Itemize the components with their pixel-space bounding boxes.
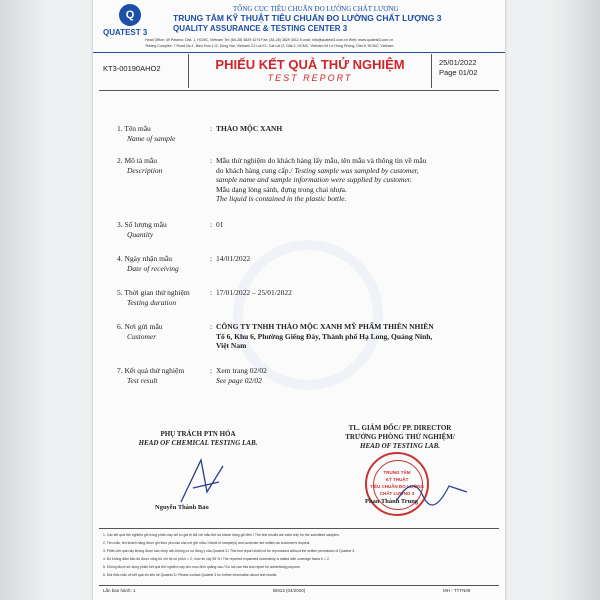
page-number: Page 01/02 [439, 68, 478, 77]
footer-doc-code: MH - TTTN09 [443, 588, 471, 593]
label-en: Date of receiving [127, 263, 179, 273]
test-report-page [93, 0, 505, 600]
customer-name: CÔNG TY TNHH THẢO MỘC XANH MỸ PHẨM THIÊN NHIÊN [216, 322, 434, 331]
label-vn: 3. Số lượng mẫu [117, 220, 167, 229]
customer-country: Việt Nam [216, 341, 247, 350]
footer-form-code: BM13 (04/2020) [273, 588, 306, 593]
stamp-text: KỸ THUẬT [385, 477, 409, 482]
left-title-en: HEAD OF CHEMICAL TESTING LAB. [138, 439, 258, 447]
colon: : [210, 220, 213, 229]
quantity-value: 01 [216, 220, 224, 229]
right-title-vn2: TRƯỞNG PHÒNG THỬ NGHIỆM/ [345, 433, 455, 441]
report-title-en: TEST REPORT [267, 73, 353, 83]
receiving-date-value: 14/01/2022 [216, 254, 251, 263]
label-vn: 6. Nơi gửi mẫu [117, 322, 163, 331]
colon: : [210, 254, 213, 263]
left-signature [173, 452, 233, 512]
test-result-vn: Xem trang 02/02 [216, 366, 267, 375]
right-title-en: HEAD OF TESTING LAB. [360, 442, 440, 450]
footnote: 4. Độ không đảm bảo đo được công bố với hệ số phủ k = 2, mức tin cậy 95 %./ The reported expanded uncertainty is stated with coverage factor k = 2. [103, 557, 330, 561]
description-value [216, 156, 496, 204]
right-signatory-title [305, 424, 495, 451]
center-name-en: QUALITY ASSURANCE & TESTING CENTER 3 [173, 24, 348, 33]
description-line: The liquid is contained in the plastic bottle. [216, 194, 347, 203]
label-en: Test result [127, 375, 158, 385]
divider [99, 90, 499, 91]
colon: : [210, 156, 213, 165]
footer-issue: Lần ban hành: 1 [103, 588, 136, 593]
report-title-box [188, 54, 432, 88]
test-result-en: See page 02/02 [216, 375, 262, 385]
label-vn: 2. Mô tả mẫu [117, 156, 157, 165]
customer-address: Tổ 6, Khu 6, Phường Giếng Đáy, Thành phố Hạ Long, Quảng Ninh, [216, 331, 433, 341]
document-number: KT3-00190AHO2 [103, 64, 161, 73]
report-date: 25/01/2022 [439, 58, 477, 67]
left-signatory-title [113, 430, 283, 448]
label-en: Quantity [127, 229, 154, 239]
label-vn: 5. Thời gian thử nghiệm [117, 288, 190, 297]
left-signatory-name: Nguyễn Thành Bảo [155, 504, 209, 511]
footnote: 5. Không được sử dụng phiếu kết quả thử nghiệm này cho mục đích quảng cáo./ Do not use this test report for advertising purpose. [103, 565, 301, 569]
field-label-name [117, 124, 175, 143]
contact-line-1: Head Office: 49 Pasteur, Dist. 1, HCMC, Vietnam Tel: (84-28) 3829 4274 Fax: (84-28) 3829 3012 E-mail: info@quatest3.com.vn Web: www.quatest3.com.vn [145, 38, 394, 42]
right-title-vn: TL. GIÁM ĐỐC/ PP. DIRECTOR [348, 424, 452, 432]
label-en: Testing duration [127, 297, 177, 307]
contact-line-2: Testing Complex: 7 Road No.1, Bien Hoa 1 IZ, Dong Nai, Vietnam C3 Lot K1, Cat Lai IZ, Dist.2, HCMC, Vietnam 64 Le Hong Phong, Dist.5, HCMC, Vietnam [145, 44, 394, 48]
sample-name-value: THẢO MỘC XANH [216, 124, 283, 133]
colon: : [210, 124, 213, 133]
footnote: 6. Mọi thắc mắc về kết quả xin liên hệ Quatest 3./ Please contact Quatest 3 for further information about test results. [103, 573, 278, 577]
label-en: Name of sample [127, 133, 176, 143]
field-label-quantity [117, 220, 167, 239]
center-name-vn: TRUNG TÂM KỸ THUẬT TIÊU CHUẨN ĐO LƯỜNG CHẤT LƯỢNG 3 [173, 13, 442, 23]
field-label-customer [117, 322, 163, 341]
stamp-text: TIÊU CHUẨN ĐO LƯỜNG [369, 484, 425, 489]
description-line [216, 166, 496, 176]
ministry-name: TỔNG CỤC TIÊU CHUẨN ĐO LƯỜNG CHẤT LƯỢNG [233, 5, 399, 13]
label-en: Customer [127, 331, 157, 341]
description-line: Mẫu dạng lỏng sánh, đựng trong chai nhựa. [216, 184, 347, 194]
label-vn: 1. Tên mẫu [117, 124, 151, 133]
colon: : [210, 366, 213, 375]
description-line: Mẫu thử nghiệm do khách hàng lấy mẫu, tên mẫu và thông tin về mẫu [216, 156, 427, 165]
field-label-test-result [117, 366, 184, 385]
label-en: Description [127, 165, 163, 175]
left-title-vn: PHỤ TRÁCH PTN HÓA [160, 430, 236, 438]
label-vn: 7. Kết quả thử nghiệm [117, 366, 185, 375]
field-label-description [117, 156, 162, 175]
customer-value [216, 322, 496, 351]
footnote: 3. Phiếu kết quả này không được sao chép nếu không có sự đồng ý của Quatest 3./ This test report shall not be reproduced without the written permission of Quatest 3. [103, 549, 355, 553]
footnote: 2. Tên mẫu, tên khách hàng được ghi theo yêu cầu của nơi gửi mẫu./ Name of sample(s) and customer are written as customer's request. [103, 541, 311, 545]
right-signatory-name: Phan Thành Trung [365, 498, 419, 505]
description-line: sample name and sample information were supplied by customer. [216, 175, 412, 184]
description-en: Testing sample was sampled by customer, [294, 165, 419, 175]
field-label-testing-duration [117, 288, 190, 307]
field-label-receiving-date [117, 254, 179, 273]
colon: : [210, 322, 213, 331]
date-page-box [439, 58, 477, 78]
report-title-vn: PHIẾU KẾT QUẢ THỬ NGHIỆM [215, 57, 405, 72]
stamp-text: CHẤT LƯỢNG 3 [379, 491, 415, 496]
test-result-value [216, 366, 496, 385]
logo-emblem-icon: Q [119, 4, 141, 26]
label-vn: 4. Ngày nhận mẫu [117, 254, 172, 263]
footnotes-box [99, 528, 499, 586]
report-header [93, 0, 505, 53]
testing-duration-value: 17/01/2022 – 25/01/2022 [216, 288, 292, 297]
logo-text: QUATEST 3 [103, 28, 148, 37]
colon: : [210, 288, 213, 297]
footnote: 1. Các kết quả thử nghiệm ghi trong phiếu này chỉ có giá trị đối với mẫu thử do khách hàng gửi đến./ The test results are valid only for the submitted samples. [103, 533, 340, 537]
stamp-text: TRUNG TÂM [383, 470, 411, 475]
description-vn: do khách hàng cung cấp./ [216, 165, 293, 175]
